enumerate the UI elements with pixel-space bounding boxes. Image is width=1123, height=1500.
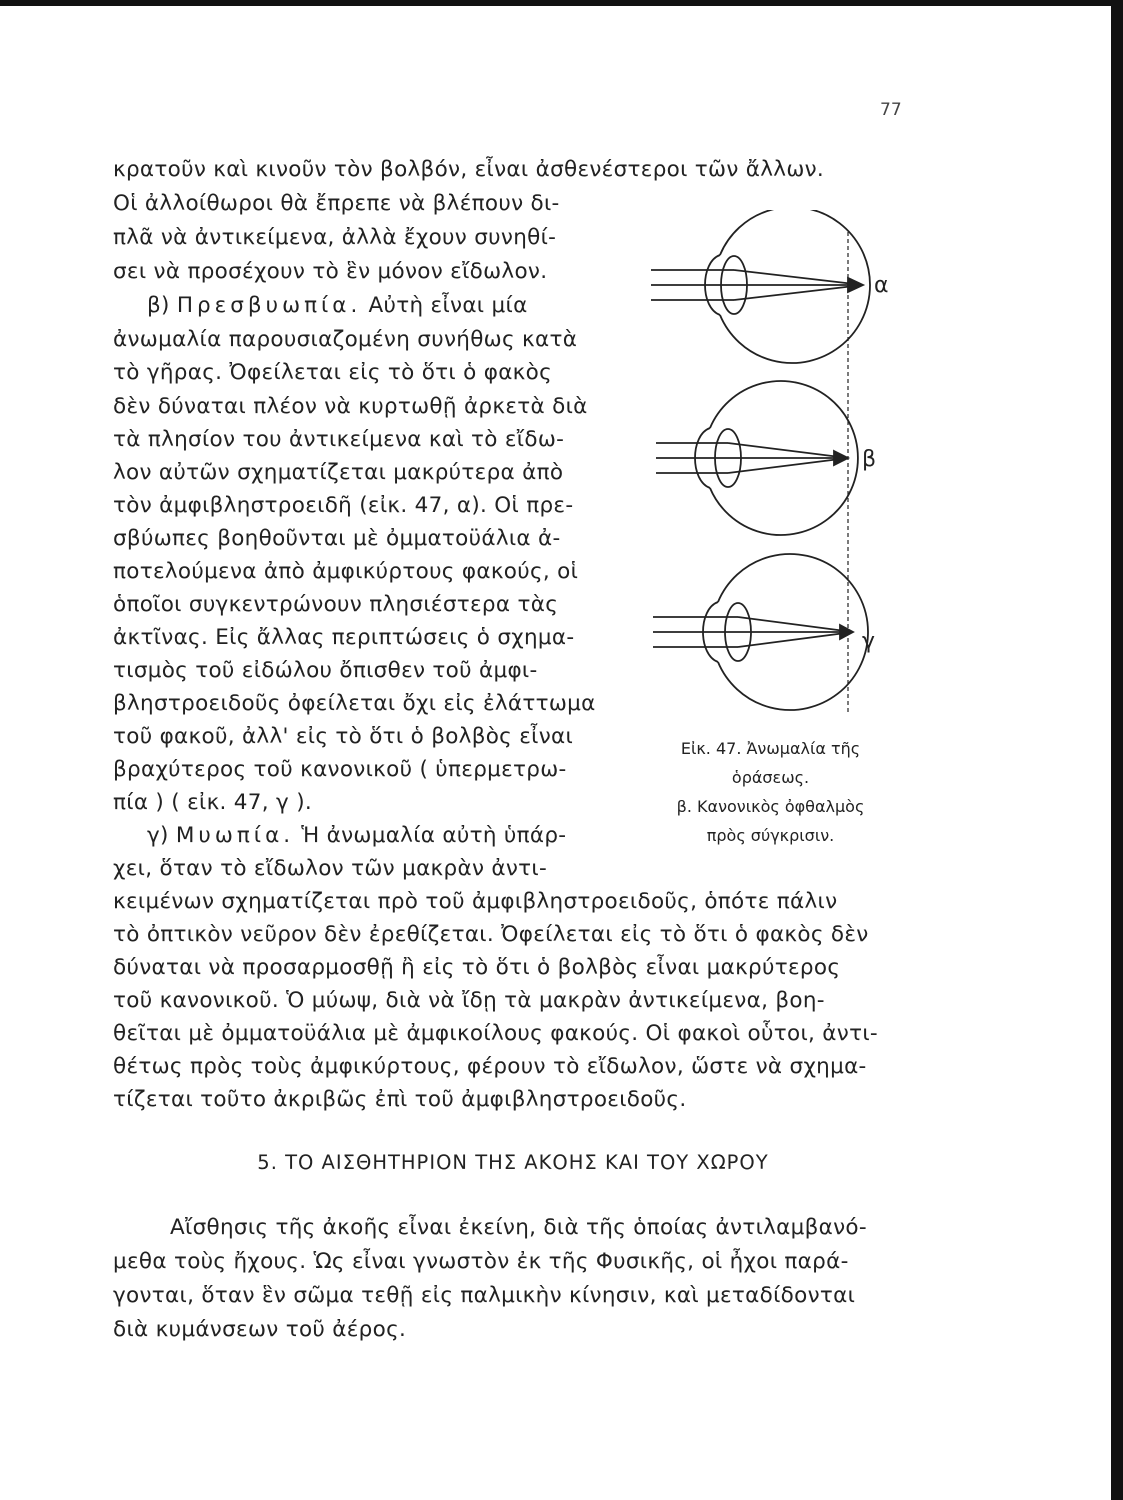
presbyopia-first-line: Αὐτὴ εἶναι μία: [368, 293, 528, 318]
myopia-first-line: Ἡ ἀνωμαλία αὐτὴ ὑπάρ-: [301, 823, 567, 848]
text-line: τισμὸς τοῦ εἰδώλου ὄπισθεν τοῦ ἀμφι-: [113, 658, 538, 683]
text-line: πλᾶ νὰ ἀντικείμενα, ἀλλὰ ἔχουν συνηθί-: [113, 225, 557, 250]
section-heading: 5. ΤΟ ΑΙΣΘΗΤΗΡΙΟΝ ΤΗΣ ΑΚΟΗΣ ΚΑΙ ΤΟΥ ΧΩΡΟΥ: [257, 1151, 769, 1174]
text-line: βληστροειδοῦς ὀφείλεται ὄχι εἰς ἐλάττωμα: [113, 691, 596, 716]
eye-diagrams-svg: [648, 210, 910, 728]
text-line: κρατοῦν καὶ κινοῦν τὸν βολβόν, εἶναι ἀσθενέστεροι τῶν ἄλλων.: [113, 157, 825, 182]
scan-frame-right: [1111, 0, 1123, 1500]
figure-label-alpha: α: [874, 273, 889, 298]
text-line: πία ) ( εἰκ. 47, γ ).: [113, 790, 313, 815]
text-line: δύναται νὰ προσαρμοσθῇ ἢ εἰς τὸ ὅτι ὁ βολβὸς εἶναι μακρύτερος: [113, 955, 841, 980]
text-line: Αἴσθησις τῆς ἀκοῆς εἶναι ἐκείνη, διὰ τῆς ὁποίας ἀντιλαμβανό-: [170, 1215, 867, 1240]
myopia-heading-line: [147, 819, 652, 852]
text-line: τὸ γῆρας. Ὀφείλεται εἰς τὸ ὅτι ὁ φακὸς: [113, 360, 553, 385]
caption-line: ὁράσεως.: [731, 768, 810, 787]
myopia-term: Μυωπία.: [175, 823, 295, 848]
eye-diagram-gamma: [653, 554, 868, 710]
text-line: τὰ πλησίον του ἀντικείμενα καὶ τὸ εἴδω-: [113, 427, 565, 452]
caption-line: πρὸς σύγκρισιν.: [706, 826, 835, 845]
eye-diagram-alpha: [651, 210, 870, 363]
text-line: χει, ὅταν τὸ εἴδωλον τῶν μακρὰν ἀντι-: [113, 856, 548, 881]
figure-caption: [638, 734, 903, 850]
text-line: μεθα τοὺς ἤχους. Ὡς εἶναι γνωστὸν ἐκ τῆς Φυσικῆς, οἱ ἦχοι παρά-: [113, 1249, 849, 1274]
text-line: Οἱ ἀλλοίθωροι θὰ ἔπρεπε νὰ βλέπουν δι-: [113, 191, 560, 216]
text-line: τοῦ κανονικοῦ. Ὁ μύωψ, διὰ νὰ ἴδῃ τὰ μακρὰν ἀντικείμενα, βοη-: [113, 988, 825, 1013]
presbyopia-heading-line: [147, 289, 652, 322]
figure-label-beta: β: [862, 447, 877, 472]
page-number: 77: [880, 100, 902, 120]
text-line: σβύωπες βοηθοῦνται μὲ ὀμματοϋάλια ἀ-: [113, 526, 561, 551]
text-line: ὁποῖοι συγκεντρώνουν πλησιέστερα τὰς: [113, 592, 559, 617]
myopia-prefix: γ): [147, 823, 169, 848]
caption-line: Εἰκ. 47. Ἀνωμαλία τῆς: [680, 739, 861, 758]
text-line: δὲν δύναται πλέον νὰ κυρτωθῇ ἀρκετὰ διὰ: [113, 394, 588, 419]
text-line: τὸ ὀπτικὸν νεῦρον δὲν ἐρεθίζεται. Ὀφείλεται εἰς τὸ ὅτι ὁ φακὸς δὲν: [113, 922, 869, 947]
scan-frame-top: [0, 0, 1123, 6]
text-line: τίζεται τοῦτο ἀκριβῶς ἐπὶ τοῦ ἀμφιβληστροειδοῦς.: [113, 1087, 687, 1112]
text-line: κειμένων σχηματίζεται πρὸ τοῦ ἀμφιβληστροειδοῦς, ὁπότε πάλιν: [113, 889, 838, 914]
caption-line: β. Κανονικὸς ὀφθαλμὸς: [676, 797, 865, 816]
text-line: θέτως πρὸς τοὺς ἀμφικύρτους, φέρουν τὸ εἴδωλον, ὥστε νὰ σχημα-: [113, 1054, 867, 1079]
text-line: βραχύτερος τοῦ κανονικοῦ ( ὑπερμετρω-: [113, 757, 567, 782]
text-line: ἀκτῖνας. Εἰς ἄλλας περιπτώσεις ὁ σχημα-: [113, 625, 575, 650]
text-line: ἀνωμαλία παρουσιαζομένη συνήθως κατὰ: [113, 327, 578, 352]
figure-label-gamma: γ: [862, 629, 876, 654]
text-line: λον αὐτῶν σχηματίζεται μακρύτερα ἀπὸ: [113, 460, 564, 485]
text-line: τοῦ φακοῦ, ἀλλ' εἰς τὸ ὅτι ὁ βολβὸς εἶναι: [113, 724, 574, 749]
text-line: σει νὰ προσέχουν τὸ ἓν μόνον εἴδωλον.: [113, 259, 548, 284]
presbyopia-prefix: β): [147, 293, 170, 318]
text-line: γονται, ὅταν ἓν σῶμα τεθῇ εἰς παλμικὴν κίνησιν, καὶ μεταδίδονται: [113, 1283, 856, 1308]
text-line: τὸν ἀμφιβληστροειδῆ (εἰκ. 47, α). Οἱ πρε-: [113, 493, 574, 518]
text-line: ποτελούμενα ἀπὸ ἀμφικύρτους φακούς, οἱ: [113, 559, 579, 584]
text-line: διὰ κυμάνσεων τοῦ ἀέρος.: [113, 1317, 407, 1342]
eye-anomaly-figure: [648, 210, 910, 728]
presbyopia-term: Πρεσβυωπία.: [176, 293, 362, 318]
eye-diagram-beta: [656, 381, 858, 535]
text-line: θεῖται μὲ ὀμματοϋάλια μὲ ἀμφικοίλους φακούς. Οἱ φακοὶ οὗτοι, ἀντι-: [113, 1021, 878, 1046]
